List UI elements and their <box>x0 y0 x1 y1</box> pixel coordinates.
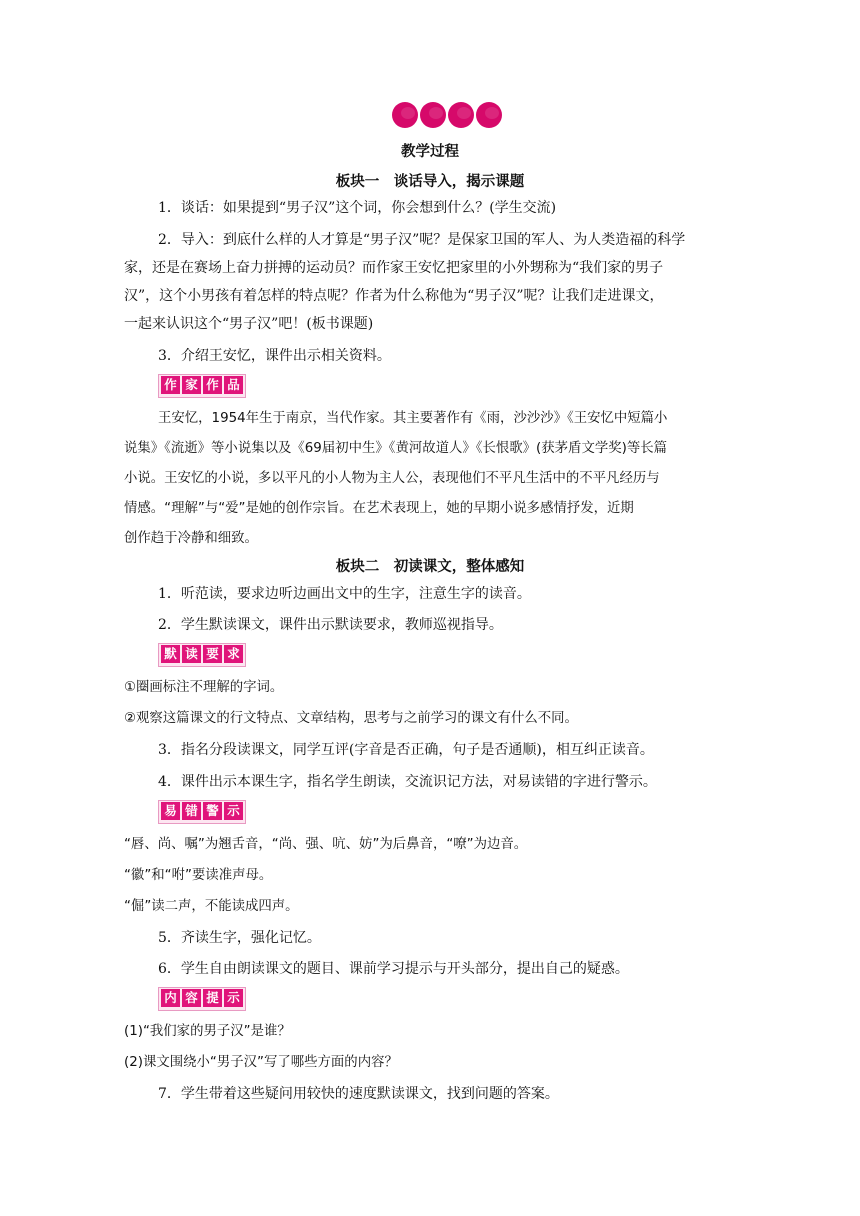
question-item: (1)“我们家的男子汉”是谁？ <box>124 1024 291 1039</box>
dot-icon <box>476 102 502 128</box>
warning-item: “徽”和“咐”要读准声母。 <box>124 868 273 883</box>
paragraph: 4．课件出示本课生字，指名学生朗读，交流识记方法，对易读错的字进行警示。 <box>158 774 657 790</box>
paragraph: 7．学生带着这些疑问用较快的速度默读课文，找到问题的答案。 <box>158 1086 559 1102</box>
tag-char: 内 <box>161 989 180 1007</box>
warning-item: “唇、尚、嘱”为翘舌音，“尚、强、吭、妨”为后鼻音，“嘹”为边音。 <box>124 837 528 852</box>
tag-char: 示 <box>224 989 243 1007</box>
paragraph: 1．听范读，要求边听边画出文中的生字，注意生字的读音。 <box>158 586 531 602</box>
bio-line: 小说。王安忆的小说，多以平凡的小人物为主人公，表现他们不平凡生活中的不平凡经历与 <box>124 471 660 486</box>
tag-error-warning <box>158 800 246 824</box>
dot-icon <box>392 102 418 128</box>
tag-char: 容 <box>182 989 201 1007</box>
paragraph-line: 汉”，这个小男孩有着怎样的特点呢？作者为什么称他为“男子汉”呢？让我们走进课文， <box>124 288 664 304</box>
decorative-dots <box>392 102 502 130</box>
paragraph-line: 2．导入：到底什么样的人才算是“男子汉”呢？是保家卫国的军人、为人类造福的科学 <box>158 232 686 248</box>
tag-char: 读 <box>182 645 201 663</box>
tag-char: 易 <box>161 802 180 820</box>
paragraph: 5．齐读生字，强化记忆。 <box>158 930 321 946</box>
paragraph: 6．学生自由朗读课文的题目、课前学习提示与开头部分，提出自己的疑惑。 <box>158 961 629 977</box>
paragraph: 2．学生默读课文，课件出示默读要求，教师巡视指导。 <box>158 617 503 633</box>
paragraph: 1．谈话：如果提到“男子汉”这个词，你会想到什么？(学生交流) <box>158 200 557 216</box>
paragraph: 3．介绍王安忆，课件出示相关资料。 <box>158 348 391 364</box>
paragraph: 3．指名分段读课文，同学互评(字音是否正确，句子是否通顺)，相互纠正读音。 <box>158 742 654 758</box>
tag-char: 作 <box>161 376 180 394</box>
warning-item: “倔”读二声，不能读成四声。 <box>124 899 299 914</box>
tag-char: 作 <box>203 376 222 394</box>
requirement-item: ②观察这篇课文的行文特点、文章结构，思考与之前学习的课文有什么不同。 <box>124 711 578 726</box>
tag-char: 要 <box>203 645 222 663</box>
bio-line: 情感。“理解”与“爱”是她的创作宗旨。在艺术表现上，她的早期小说多感情抒发，近期 <box>124 501 634 516</box>
requirement-item: ①圈画标注不理解的字词。 <box>124 680 284 695</box>
bio-line: 创作趋于冷静和细致。 <box>124 531 258 546</box>
dot-icon <box>420 102 446 128</box>
paragraph-line: 一起来认识这个“男子汉”吧！(板书课题) <box>124 316 374 332</box>
question-item: (2)课文围绕小“男子汉”写了哪些方面的内容？ <box>124 1055 398 1070</box>
section2-title: 板块二 初读课文，整体感知 <box>335 559 525 575</box>
tag-char: 提 <box>203 989 222 1007</box>
dot-icon <box>448 102 474 128</box>
tag-char: 品 <box>224 376 243 394</box>
tag-author-works <box>158 374 246 398</box>
tag-char: 家 <box>182 376 201 394</box>
tag-reading-requirements <box>158 643 246 667</box>
tag-char: 示 <box>224 802 243 820</box>
tag-char: 求 <box>224 645 243 663</box>
bio-line: 说集》《流逝》等小说集以及《69届初中生》《黄河故道人》《长恨歌》(获茅盾文学奖)等长篇 <box>124 441 668 456</box>
section1-title: 板块一 谈话导入，揭示课题 <box>335 174 525 190</box>
tag-char: 默 <box>161 645 180 663</box>
tag-char: 警 <box>203 802 222 820</box>
tag-content-hints <box>158 987 246 1011</box>
bio-line: 王安忆，1954年生于南京，当代作家。其主要著作有《雨，沙沙沙》《王安忆中短篇小 <box>158 411 668 426</box>
paragraph-line: 家，还是在赛场上奋力拼搏的运动员？而作家王安忆把家里的小外甥称为“我们家的男子 <box>124 260 664 276</box>
page-title: 教学过程 <box>401 144 459 160</box>
tag-char: 错 <box>182 802 201 820</box>
